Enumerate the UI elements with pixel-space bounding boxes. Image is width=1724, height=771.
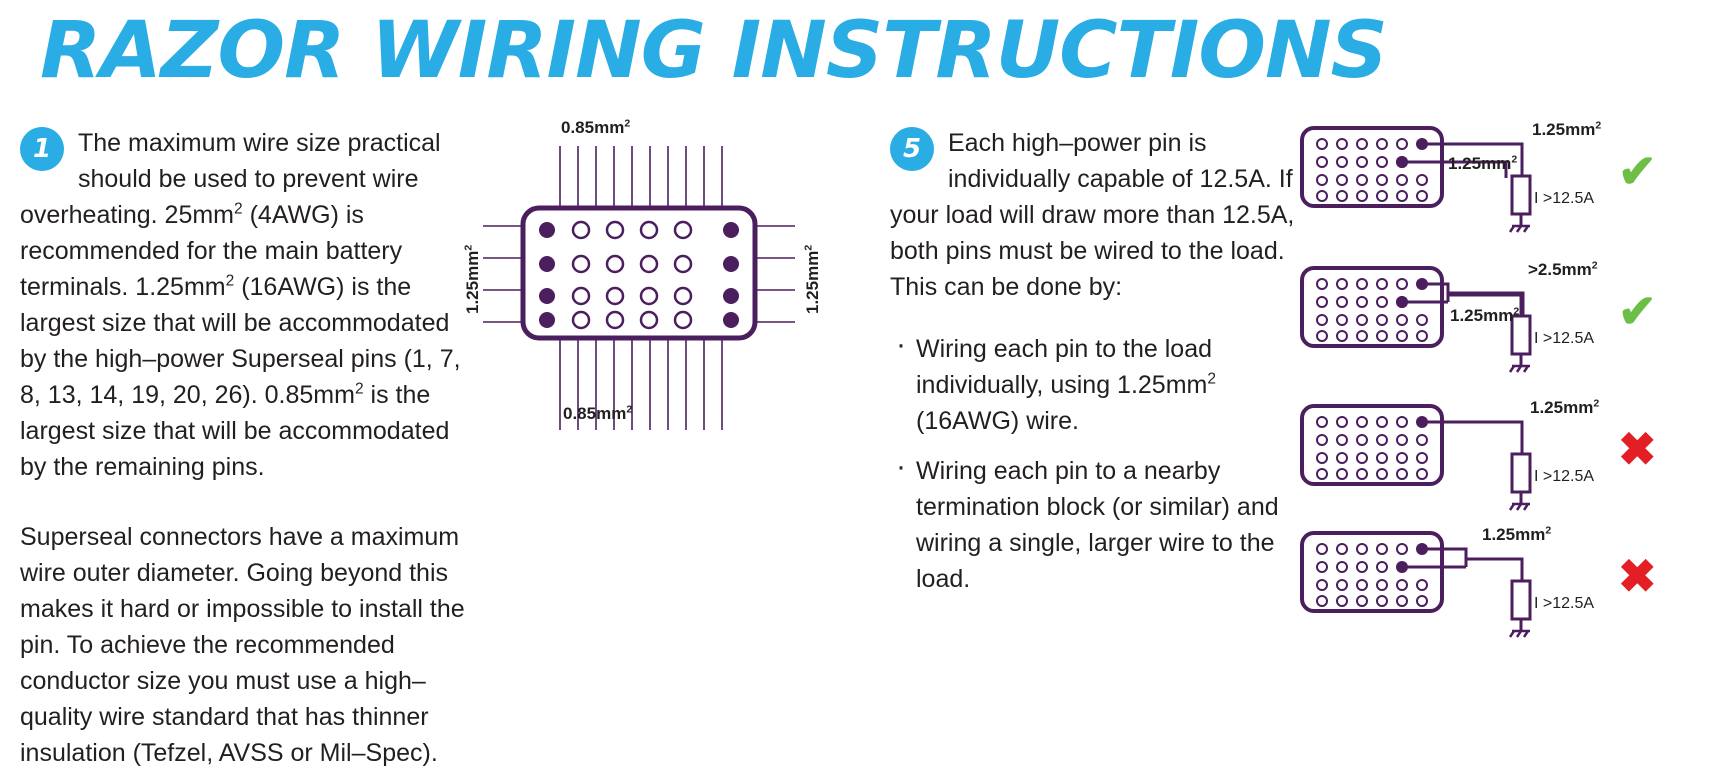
diagram-3-wire-label-top — [1530, 398, 1599, 418]
diagram-4-wire-label-top-text: 1.25mm — [1482, 525, 1546, 544]
diagram-2-wire-label-top — [1528, 260, 1598, 280]
diagram-termination-block-correct — [1300, 258, 1710, 376]
superseal-note-paragraph: Superseal connectors have a maximum wire outer diameter. Going beyond this makes it hard or impossible to install the pin. To achieve the recommended conductor size you must use a high–quality wire standard that has thinner insulation (Tefzel, AVSS or Mil–Spec). — [20, 523, 465, 767]
connector-label-right-text: 1.25mm — [803, 250, 822, 314]
wiring-diagram-set — [1300, 118, 1710, 638]
diagram-1-wire-label-top-sup: 2 — [1595, 119, 1602, 132]
diagram-3-wire-label-top-sup: 2 — [1593, 397, 1600, 410]
diagram-1-wire-label-bottom — [1448, 154, 1517, 174]
diagram-1-load-label: I >12.5A — [1534, 190, 1595, 207]
connector-pinout-figure — [455, 118, 855, 458]
right-column — [890, 125, 1310, 611]
diagram-2-wire-label-top-sup: 2 — [1591, 259, 1598, 272]
check-icon: ✔ — [1618, 145, 1657, 197]
sup-mm2-a: 2 — [234, 200, 243, 218]
connector-body — [523, 208, 755, 338]
diagram-2-wire-label-top-text: >2.5mm — [1528, 260, 1592, 279]
connector-label-top — [561, 118, 630, 138]
diagram-4-load-label: I >12.5A — [1534, 595, 1595, 612]
diagram-2-wire-label-bottom-sup: 2 — [1513, 305, 1520, 318]
sup-mm2-c: 2 — [354, 380, 364, 398]
step-1-text — [20, 125, 480, 771]
list-item — [890, 331, 1310, 439]
step-1-text-part-1: The maximum wire size practical should be used to prevent wire overheating. 25mm — [20, 129, 441, 229]
diagram-2-wire-label-bottom — [1450, 306, 1519, 326]
bullet-1-sup: 2 — [1207, 370, 1216, 388]
connector-label-top-sup: 2 — [624, 117, 631, 130]
step-5-paragraph: Each high–power pin is individually capable of 12.5A. If your load will draw more than 12.5A, both pins must be wired to the load. This can be done by: — [890, 129, 1295, 301]
list-item — [890, 453, 1310, 597]
sup-mm2-b: 2 — [225, 272, 235, 290]
check-icon: ✔ — [1618, 285, 1657, 337]
step-1-paragraph — [20, 125, 480, 485]
step-1-badge: 1 — [20, 127, 64, 171]
diagram-2-load-label: I >12.5A — [1534, 330, 1595, 347]
diagram-two-separate-wires-correct — [1300, 118, 1710, 236]
diagram-3-load-label: I >12.5A — [1534, 468, 1595, 485]
diagram-4-wire-label-top-sup: 2 — [1545, 524, 1552, 537]
step-5-bullet-list — [890, 331, 1310, 597]
connector-label-bottom — [563, 404, 632, 424]
cross-icon: ✖ — [1618, 550, 1657, 602]
step-1-text-part-2: (4AWG) is recommended for the main battery terminals. 1.25mm — [20, 201, 403, 301]
bullet-2-text: Wiring each pin to a nearby termination block (or similar) and wiring a single, larger wire to the load. — [916, 457, 1279, 593]
connector-label-left-text: 1.25mm — [463, 250, 482, 314]
step-5-text — [890, 125, 1310, 305]
connector-label-top-text: 0.85mm — [561, 118, 625, 137]
connector-svg — [455, 118, 855, 458]
left-column — [20, 125, 480, 771]
cross-icon: ✖ — [1618, 423, 1657, 475]
connector-label-left — [463, 245, 483, 314]
step-1-text-part-4: is the largest size that will be accommodated by the remaining pins. — [20, 381, 450, 481]
diagram-1-wire-label-top-text: 1.25mm — [1532, 120, 1596, 139]
step-1-text-part-3: (16AWG) is the largest size that will be accommodated by the high–power Superseal pins (1, 7, 8, 13, 14, 19, 20, 26). 0.85mm — [20, 273, 461, 409]
diagram-2-wire-label-bottom-text: 1.25mm — [1450, 306, 1514, 325]
diagram-1-wire-label-bottom-sup: 2 — [1511, 153, 1518, 166]
connector-label-right — [803, 245, 823, 314]
connector-label-left-sup: 2 — [462, 244, 475, 251]
diagram-two-pins-single-small-wire-incorrect — [1300, 523, 1710, 641]
diagram-1-wire-label-top — [1532, 120, 1601, 140]
connector-label-bottom-sup: 2 — [626, 403, 633, 416]
diagram-1-wire-label-bottom-text: 1.25mm — [1448, 154, 1512, 173]
bullet-1-text-part-1: Wiring each pin to the load individually, using 1.25mm — [916, 335, 1213, 399]
diagram-single-pin-wired-incorrect — [1300, 396, 1710, 514]
connector-label-bottom-text: 0.85mm — [563, 404, 627, 423]
diagram-3-wire-label-top-text: 1.25mm — [1530, 398, 1594, 417]
connector-label-right-sup: 2 — [802, 244, 815, 251]
diagram-4-wire-label-top — [1482, 525, 1551, 545]
step-5-badge: 5 — [890, 127, 934, 171]
bullet-1-text-part-2: (16AWG) wire. — [916, 407, 1079, 435]
page-title: RAZOR WIRING INSTRUCTIONS — [40, 6, 1387, 96]
